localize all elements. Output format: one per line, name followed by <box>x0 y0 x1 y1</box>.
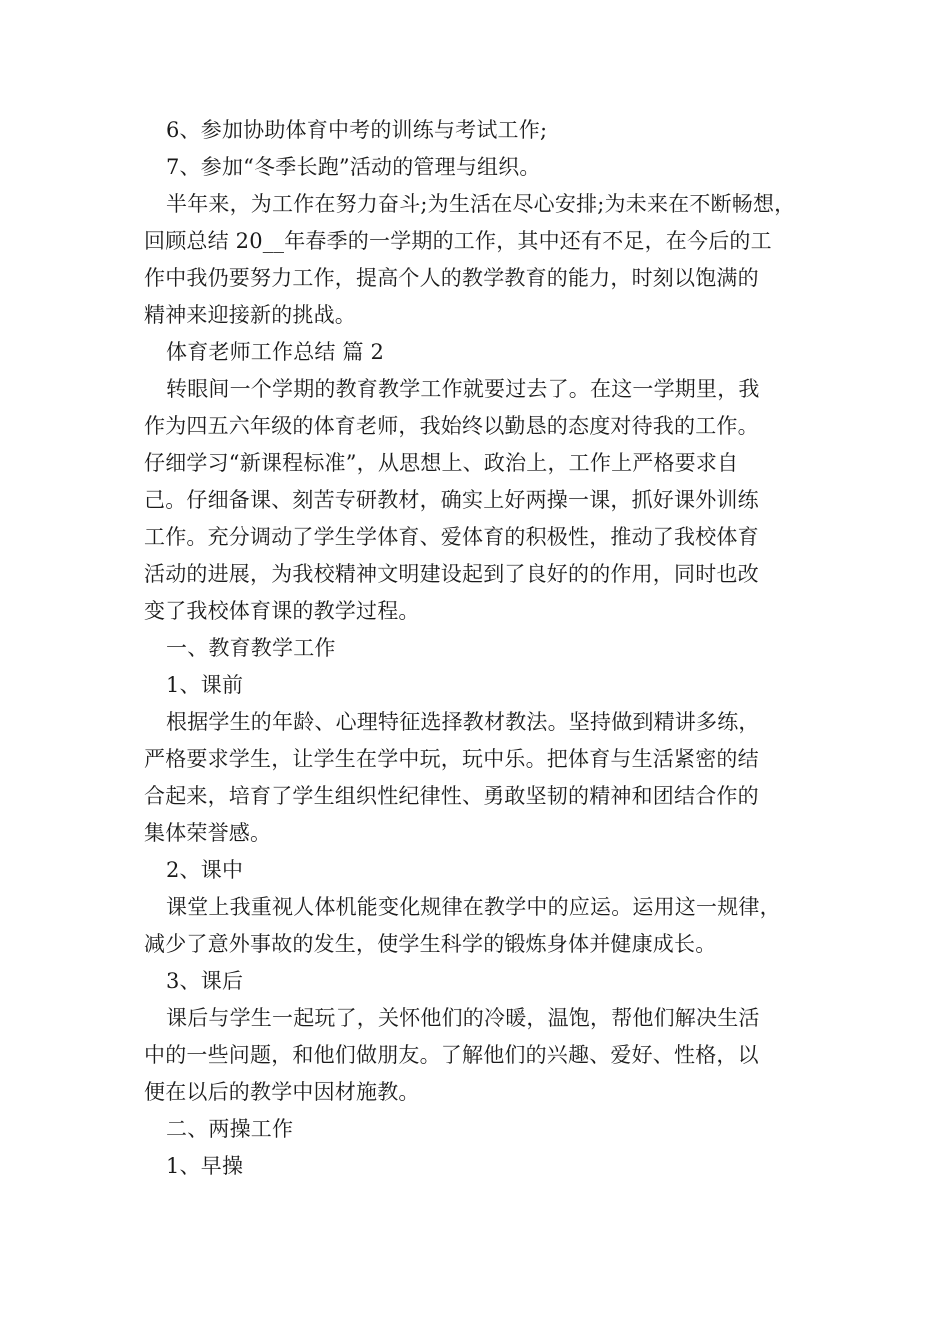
paragraph-line: 半年来，为工作在努力奋斗;为生活在尽心安排;为未来在不断畅想， <box>166 192 796 216</box>
list-item-heading: 2、课中 <box>166 858 244 882</box>
list-item-heading: 1、早操 <box>166 1154 244 1178</box>
paragraph-line: 严格要求学生，让学生在学中玩，玩中乐。把体育与生活紧密的结 <box>144 747 759 771</box>
list-item-6: 6、参加协助体育中考的训练与考试工作; <box>166 118 548 142</box>
paragraph-line: 集体荣誉感。 <box>144 821 272 845</box>
paragraph-line: 己。仔细备课、刻苦专研教材，确实上好两操一课，抓好课外训练 <box>144 488 759 512</box>
list-item-heading: 3、课后 <box>166 969 244 993</box>
paragraph-line: 变了我校体育课的教学过程。 <box>144 599 420 623</box>
paragraph-line: 活动的进展，为我校精神文明建设起到了良好的的作用，同时也改 <box>144 562 759 586</box>
subsection-heading: 一、教育教学工作 <box>166 636 336 660</box>
paragraph-line: 中的一些问题，和他们做朋友。了解他们的兴趣、爱好、性格，以 <box>144 1043 759 1067</box>
paragraph-line: 减少了意外事故的发生，使学生科学的锻炼身体并健康成长。 <box>144 932 717 956</box>
document-body <box>144 112 834 1185</box>
paragraph-line: 课后与学生一起玩了，关怀他们的冷暖，温饱，帮他们解决生活 <box>166 1006 760 1030</box>
section-heading: 体育老师工作总结 篇 2 <box>166 340 385 364</box>
list-item-heading: 1、课前 <box>166 673 244 697</box>
paragraph-line: 精神来迎接新的挑战。 <box>144 303 356 327</box>
paragraph-line: 便在以后的教学中因材施教。 <box>144 1080 420 1104</box>
paragraph-line: 作为四五六年级的体育老师，我始终以勤恳的态度对待我的工作。 <box>144 414 759 438</box>
paragraph-line: 作中我仍要努力工作，提高个人的教学教育的能力，时刻以饱满的 <box>144 266 759 290</box>
paragraph-line: 课堂上我重视人体机能变化规律在教学中的应运。运用这一规律， <box>166 895 781 919</box>
list-item-7: 7、参加“冬季长跑”活动的管理与组织。 <box>166 155 541 179</box>
paragraph-line: 工作。充分调动了学生学体育、爱体育的积极性，推动了我校体育 <box>144 525 759 549</box>
subsection-heading: 二、两操工作 <box>166 1117 294 1141</box>
paragraph-line: 仔细学习“新课程标准”，从思想上、政治上，工作上严格要求自 <box>144 451 739 475</box>
paragraph-line: 回顾总结 20__年春季的一学期的工作，其中还有不足，在今后的工 <box>144 229 772 253</box>
paragraph-line: 合起来，培育了学生组织性纪律性、勇敢坚韧的精神和团结合作的 <box>144 784 759 808</box>
paragraph-line: 根据学生的年龄、心理特征选择教材教法。坚持做到精讲多练， <box>166 710 760 734</box>
paragraph-line: 转眼间一个学期的教育教学工作就要过去了。在这一学期里，我 <box>166 377 760 401</box>
